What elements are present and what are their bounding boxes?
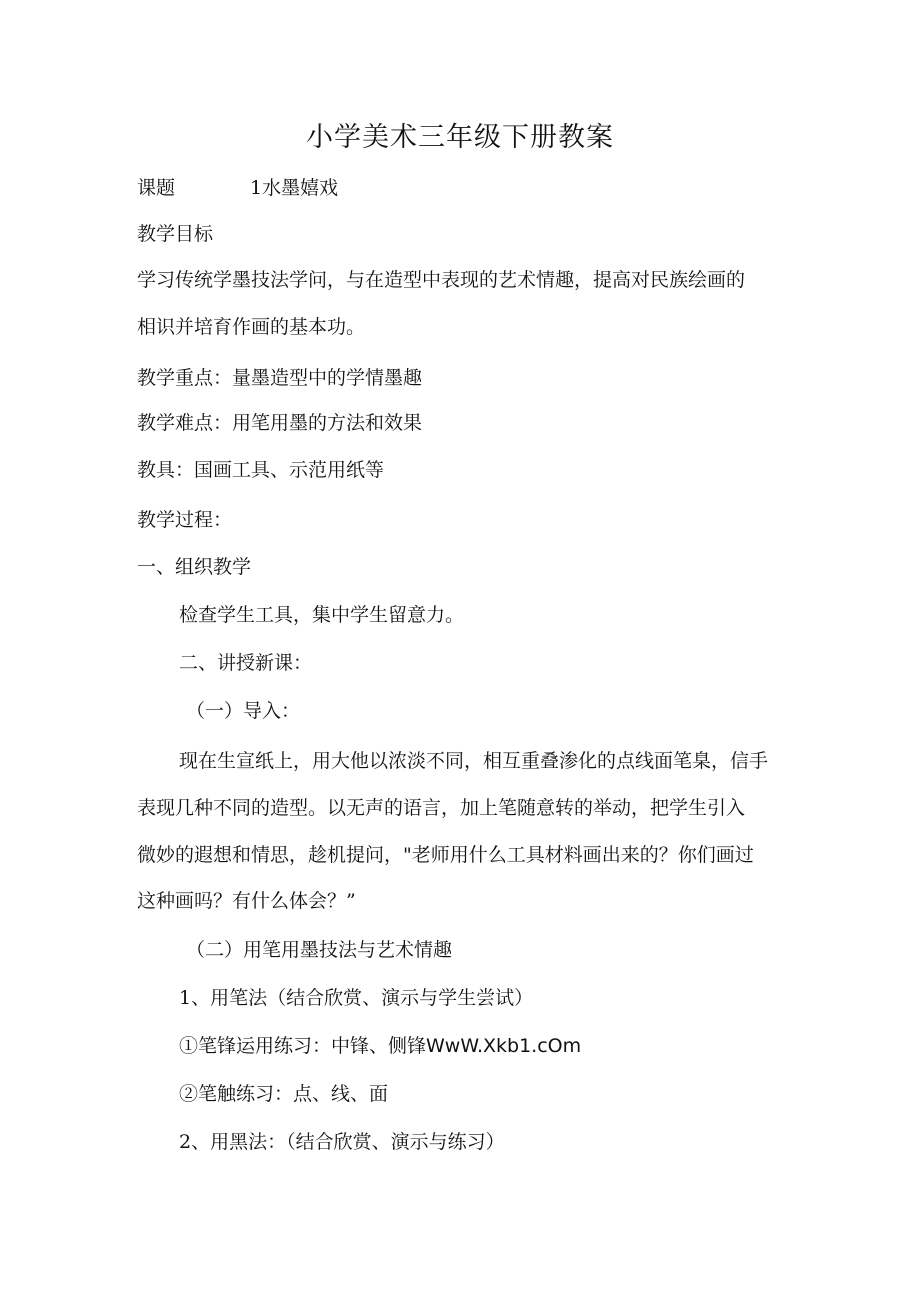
sub1-text-line-2: 表现几种不同的造型。以无声的语言，加上笔随意转的举动，把学生引入 <box>137 797 746 819</box>
process-heading: 教学过程： <box>137 509 233 531</box>
section1-heading: 一、组织教学 <box>137 556 252 578</box>
lesson-value: 1水墨嬉戏 <box>250 177 339 199</box>
sub1-text-line-4: 这种画吗？有什么体会？” <box>137 890 356 912</box>
watermark-text: WwW.Xkb1.cOm <box>426 1035 582 1057</box>
item-2: 2、用黑法：（结合欣赏、演示与练习） <box>179 1131 505 1153</box>
objectives-text-line-1: 学习传统学墨技法学问，与在造型中表现的艺术情趣，提高对民族绘画的 <box>137 269 746 291</box>
objectives-heading: 教学目标 <box>137 223 214 245</box>
item-1a <box>179 1034 581 1058</box>
item-1b: ②笔触练习：点、线、面 <box>179 1083 389 1105</box>
section2-heading: 二、讲授新课： <box>179 652 313 674</box>
document-title: 小学美术三年级下册教案 <box>306 122 614 153</box>
item-1: 1、用笔法（结合欣赏、演示与学生尝试） <box>179 987 534 1009</box>
tools: 教具：国画工具、示范用纸等 <box>137 459 385 481</box>
sub1-text-line-1: 现在生宣纸上，用大他以浓淡不同，相互重叠渗化的点线面笔臬，信手 <box>179 750 769 772</box>
section2-sub2-heading: （二）用笔用墨技法与艺术情趣 <box>186 939 453 961</box>
lesson-row <box>137 176 338 200</box>
difficulty: 教学难点：用笔用墨的方法和效果 <box>137 412 423 434</box>
item-1a-text: ①笔锋运用练习：中锋、侧锋 <box>179 1035 427 1057</box>
key-point: 教学重点：量墨造型中的学情墨趣 <box>137 367 423 389</box>
objectives-text-line-2: 相识并培育作画的基本功。 <box>137 316 366 338</box>
section1-text: 检查学生工具，集中学生留意力。 <box>179 604 465 626</box>
lesson-label: 课题 <box>137 177 176 199</box>
sub1-text-line-3: 微妙的遐想和情思，趁机提问，"老师用什么工具材料画出来的？你们画过 <box>137 844 754 866</box>
section2-sub1-heading: （一）导入： <box>186 700 301 722</box>
